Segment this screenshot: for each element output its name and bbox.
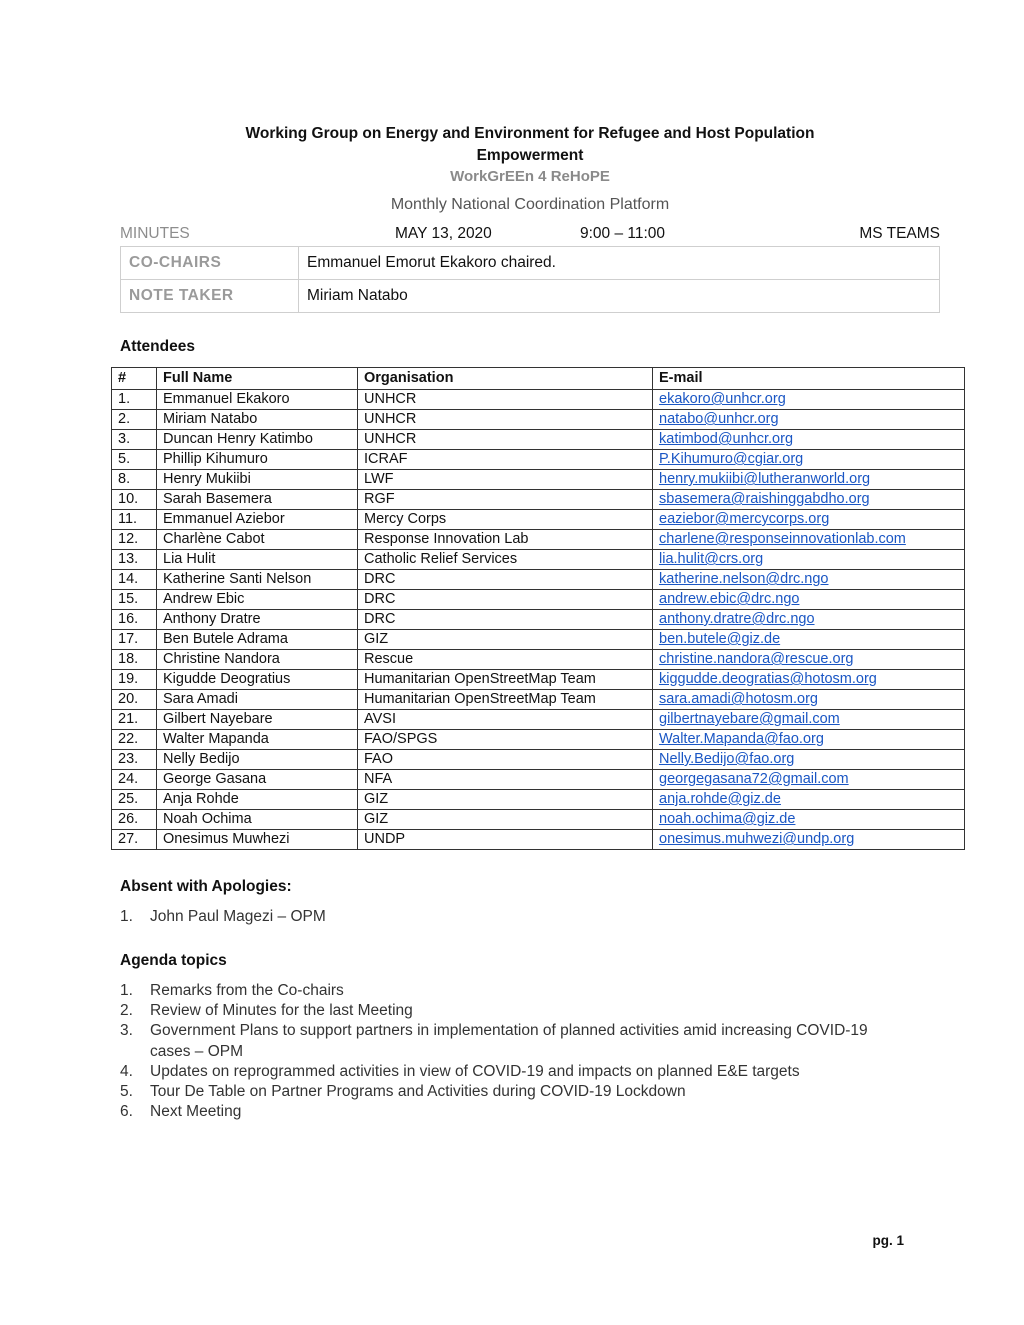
attendee-email[interactable]: georgegasana72@gmail.com (653, 770, 965, 790)
attendee-email[interactable]: christine.nandora@rescue.org (653, 650, 965, 670)
attendee-email[interactable]: Nelly.Bedijo@fao.org (653, 750, 965, 770)
attendee-organisation: GIZ (358, 810, 653, 830)
attendee-organisation: DRC (358, 590, 653, 610)
attendee-row (112, 670, 965, 690)
attendee-row (112, 530, 965, 550)
attendee-number: 21. (112, 710, 157, 730)
attendee-organisation: Response Innovation Lab (358, 530, 653, 550)
attendee-number: 3. (112, 430, 157, 450)
attendee-email[interactable]: katherine.nelson@drc.ngo (653, 570, 965, 590)
attendee-email[interactable]: onesimus.muhwezi@undp.org (653, 830, 965, 850)
attendee-number: 19. (112, 670, 157, 690)
attendee-number: 11. (112, 510, 157, 530)
attendee-row (112, 490, 965, 510)
col-header-number: # (112, 368, 157, 390)
col-header-name: Full Name (157, 368, 358, 390)
attendee-name: George Gasana (157, 770, 358, 790)
attendee-name: Noah Ochima (157, 810, 358, 830)
attendee-row (112, 770, 965, 790)
attendee-number: 25. (112, 790, 157, 810)
attendee-email[interactable]: anthony.dratre@drc.ngo (653, 610, 965, 630)
attendee-organisation: NFA (358, 770, 653, 790)
attendee-name: Charlène Cabot (157, 530, 358, 550)
attendee-row (112, 630, 965, 650)
attendee-email[interactable]: charlene@responseinnovationlab.com (653, 530, 965, 550)
agenda-item-text: Government Plans to support partners in implementation of planned activities amid increasing COVID-19 cases – OPM (150, 1022, 868, 1060)
attendee-name: Katherine Santi Nelson (157, 570, 358, 590)
col-header-organisation: Organisation (358, 368, 653, 390)
agenda-item (120, 1082, 880, 1102)
attendee-row (112, 710, 965, 730)
attendee-name: Walter Mapanda (157, 730, 358, 750)
attendee-email[interactable]: noah.ochima@giz.de (653, 810, 965, 830)
agenda-item (120, 1102, 880, 1122)
attendee-organisation: UNDP (358, 830, 653, 850)
attendee-organisation: AVSI (358, 710, 653, 730)
attendee-organisation: FAO (358, 750, 653, 770)
attendee-number: 12. (112, 530, 157, 550)
attendee-number: 22. (112, 730, 157, 750)
agenda-item-text: Review of Minutes for the last Meeting (150, 1002, 413, 1020)
attendee-name: Sarah Basemera (157, 490, 358, 510)
attendee-row (112, 730, 965, 750)
attendee-name: Christine Nandora (157, 650, 358, 670)
absent-list (120, 907, 326, 927)
attendee-organisation: GIZ (358, 790, 653, 810)
attendee-number: 1. (112, 390, 157, 410)
attendee-row (112, 410, 965, 430)
agenda-item (120, 1021, 880, 1061)
attendee-organisation: FAO/SPGS (358, 730, 653, 750)
agenda-item (120, 981, 880, 1001)
attendee-organisation: Humanitarian OpenStreetMap Team (358, 690, 653, 710)
attendee-name: Henry Mukiibi (157, 470, 358, 490)
attendee-number: 10. (112, 490, 157, 510)
attendee-number: 2. (112, 410, 157, 430)
attendee-name: Sara Amadi (157, 690, 358, 710)
cochairs-value: Emmanuel Emorut Ekakoro chaired. (299, 247, 940, 280)
attendee-number: 16. (112, 610, 157, 630)
absent-heading: Absent with Apologies: (120, 878, 292, 895)
attendee-email[interactable]: sara.amadi@hotosm.org (653, 690, 965, 710)
platform-name: Monthly National Coordination Platform (390, 196, 670, 213)
attendee-number: 14. (112, 570, 157, 590)
attendee-name: Phillip Kihumuro (157, 450, 358, 470)
agenda-item-text: Remarks from the Co-chairs (150, 982, 344, 999)
attendee-email[interactable]: sbasemera@raishinggabdho.org (653, 490, 965, 510)
absent-item-number: 1. (120, 908, 133, 925)
attendee-row (112, 690, 965, 710)
meeting-date: MAY 13, 2020 (395, 225, 492, 242)
agenda-heading: Agenda topics (120, 952, 227, 969)
attendee-row (112, 550, 965, 570)
attendee-row (112, 750, 965, 770)
attendee-row (112, 650, 965, 670)
attendee-organisation: UNHCR (358, 390, 653, 410)
attendee-row (112, 590, 965, 610)
attendee-email[interactable]: ben.butele@giz.de (653, 630, 965, 650)
attendee-number: 18. (112, 650, 157, 670)
attendee-row (112, 510, 965, 530)
meeting-time: 9:00 – 11:00 (580, 225, 666, 242)
attendee-organisation: DRC (358, 610, 653, 630)
attendee-organisation: GIZ (358, 630, 653, 650)
attendee-email[interactable]: andrew.ebic@drc.ngo (653, 590, 965, 610)
attendees-heading: Attendees (120, 338, 195, 355)
absent-item (120, 907, 326, 927)
attendee-name: Nelly Bedijo (157, 750, 358, 770)
agenda-item-number: 1. (120, 982, 133, 999)
attendee-organisation: UNHCR (358, 430, 653, 450)
agenda-list (120, 981, 880, 1122)
attendee-number: 13. (112, 550, 157, 570)
attendee-organisation: ICRAF (358, 450, 653, 470)
attendee-name: Miriam Natabo (157, 410, 358, 430)
roles-table (120, 246, 940, 313)
attendee-row (112, 610, 965, 630)
attendee-row (112, 790, 965, 810)
attendee-row (112, 470, 965, 490)
notetaker-row (121, 280, 940, 313)
meeting-meta-row (120, 225, 940, 245)
attendee-row (112, 570, 965, 590)
group-acronym: WorkGrEEn 4 ReHoPE (450, 168, 610, 185)
document-title (120, 123, 940, 167)
attendee-row (112, 830, 965, 850)
attendee-organisation: Catholic Relief Services (358, 550, 653, 570)
agenda-item (120, 1001, 880, 1021)
agenda-item (120, 1062, 880, 1082)
attendee-number: 27. (112, 830, 157, 850)
attendee-number: 23. (112, 750, 157, 770)
attendee-name: Lia Hulit (157, 550, 358, 570)
attendee-name: Anja Rohde (157, 790, 358, 810)
attendee-email[interactable]: katimbod@unhcr.org (653, 430, 965, 450)
attendee-email[interactable]: gilbertnayebare@gmail.com (653, 710, 965, 730)
attendee-email[interactable]: henry.mukiibi@lutheranworld.org (653, 470, 965, 490)
attendee-organisation: LWF (358, 470, 653, 490)
attendee-name: Gilbert Nayebare (157, 710, 358, 730)
attendee-number: 8. (112, 470, 157, 490)
minutes-label: MINUTES (120, 225, 190, 242)
title-line-2: Empowerment (476, 147, 584, 164)
attendee-email[interactable]: natabo@unhcr.org (653, 410, 965, 430)
attendee-row (112, 390, 965, 410)
attendee-number: 5. (112, 450, 157, 470)
attendee-email[interactable]: ekakoro@unhcr.org (653, 390, 965, 410)
notetaker-value: Miriam Natabo (299, 280, 940, 313)
attendee-number: 15. (112, 590, 157, 610)
attendee-row (112, 430, 965, 450)
notetaker-label: NOTE TAKER (121, 280, 299, 313)
attendee-name: Kigudde Deogratius (157, 670, 358, 690)
attendee-organisation: DRC (358, 570, 653, 590)
agenda-item-number: 2. (120, 1002, 133, 1020)
attendee-email[interactable]: kiggudde.deogratias@hotosm.org (653, 670, 965, 690)
attendee-name: Duncan Henry Katimbo (157, 430, 358, 450)
agenda-item-text: Next Meeting (150, 1103, 242, 1121)
agenda-item-text: Updates on reprogrammed activities in view of COVID-19 and impacts on planned E&E targets (150, 1062, 800, 1080)
attendee-row (112, 450, 965, 470)
attendees-header-row (112, 368, 965, 390)
absent-item-text: John Paul Magezi – OPM (150, 908, 326, 925)
attendee-name: Ben Butele Adrama (157, 630, 358, 650)
cochairs-row (121, 247, 940, 280)
attendees-body (112, 390, 965, 850)
attendees-table (111, 367, 965, 850)
agenda-item-number: 4. (120, 1062, 133, 1080)
attendee-name: Onesimus Muwhezi (157, 830, 358, 850)
attendee-email[interactable]: lia.hulit@crs.org (653, 550, 965, 570)
meeting-venue: MS TEAMS (859, 225, 940, 242)
attendee-organisation: Rescue (358, 650, 653, 670)
agenda-item-number: 6. (120, 1103, 133, 1121)
attendee-row (112, 810, 965, 830)
agenda-item-text: Tour De Table on Partner Programs and Activities during COVID-19 Lockdown (150, 1083, 686, 1101)
title-line-1: Working Group on Energy and Environment for Refugee and Host Population (245, 125, 815, 142)
attendee-organisation: UNHCR (358, 410, 653, 430)
attendee-organisation: Mercy Corps (358, 510, 653, 530)
attendee-number: 26. (112, 810, 157, 830)
page-number: pg. 1 (872, 1233, 904, 1248)
col-header-email: E-mail (653, 368, 965, 390)
attendee-number: 24. (112, 770, 157, 790)
attendee-email[interactable]: P.Kihumuro@cgiar.org (653, 450, 965, 470)
attendee-email[interactable]: Walter.Mapanda@fao.org (653, 730, 965, 750)
agenda-item-number: 5. (120, 1083, 133, 1101)
attendee-email[interactable]: anja.rohde@giz.de (653, 790, 965, 810)
attendee-name: Emmanuel Ekakoro (157, 390, 358, 410)
attendee-organisation: Humanitarian OpenStreetMap Team (358, 670, 653, 690)
attendee-name: Anthony Dratre (157, 610, 358, 630)
attendee-number: 17. (112, 630, 157, 650)
agenda-item-number: 3. (120, 1022, 133, 1040)
attendee-name: Emmanuel Aziebor (157, 510, 358, 530)
attendee-organisation: RGF (358, 490, 653, 510)
attendee-email[interactable]: eaziebor@mercycorps.org (653, 510, 965, 530)
cochairs-label: CO-CHAIRS (121, 247, 299, 280)
attendee-number: 20. (112, 690, 157, 710)
attendee-name: Andrew Ebic (157, 590, 358, 610)
